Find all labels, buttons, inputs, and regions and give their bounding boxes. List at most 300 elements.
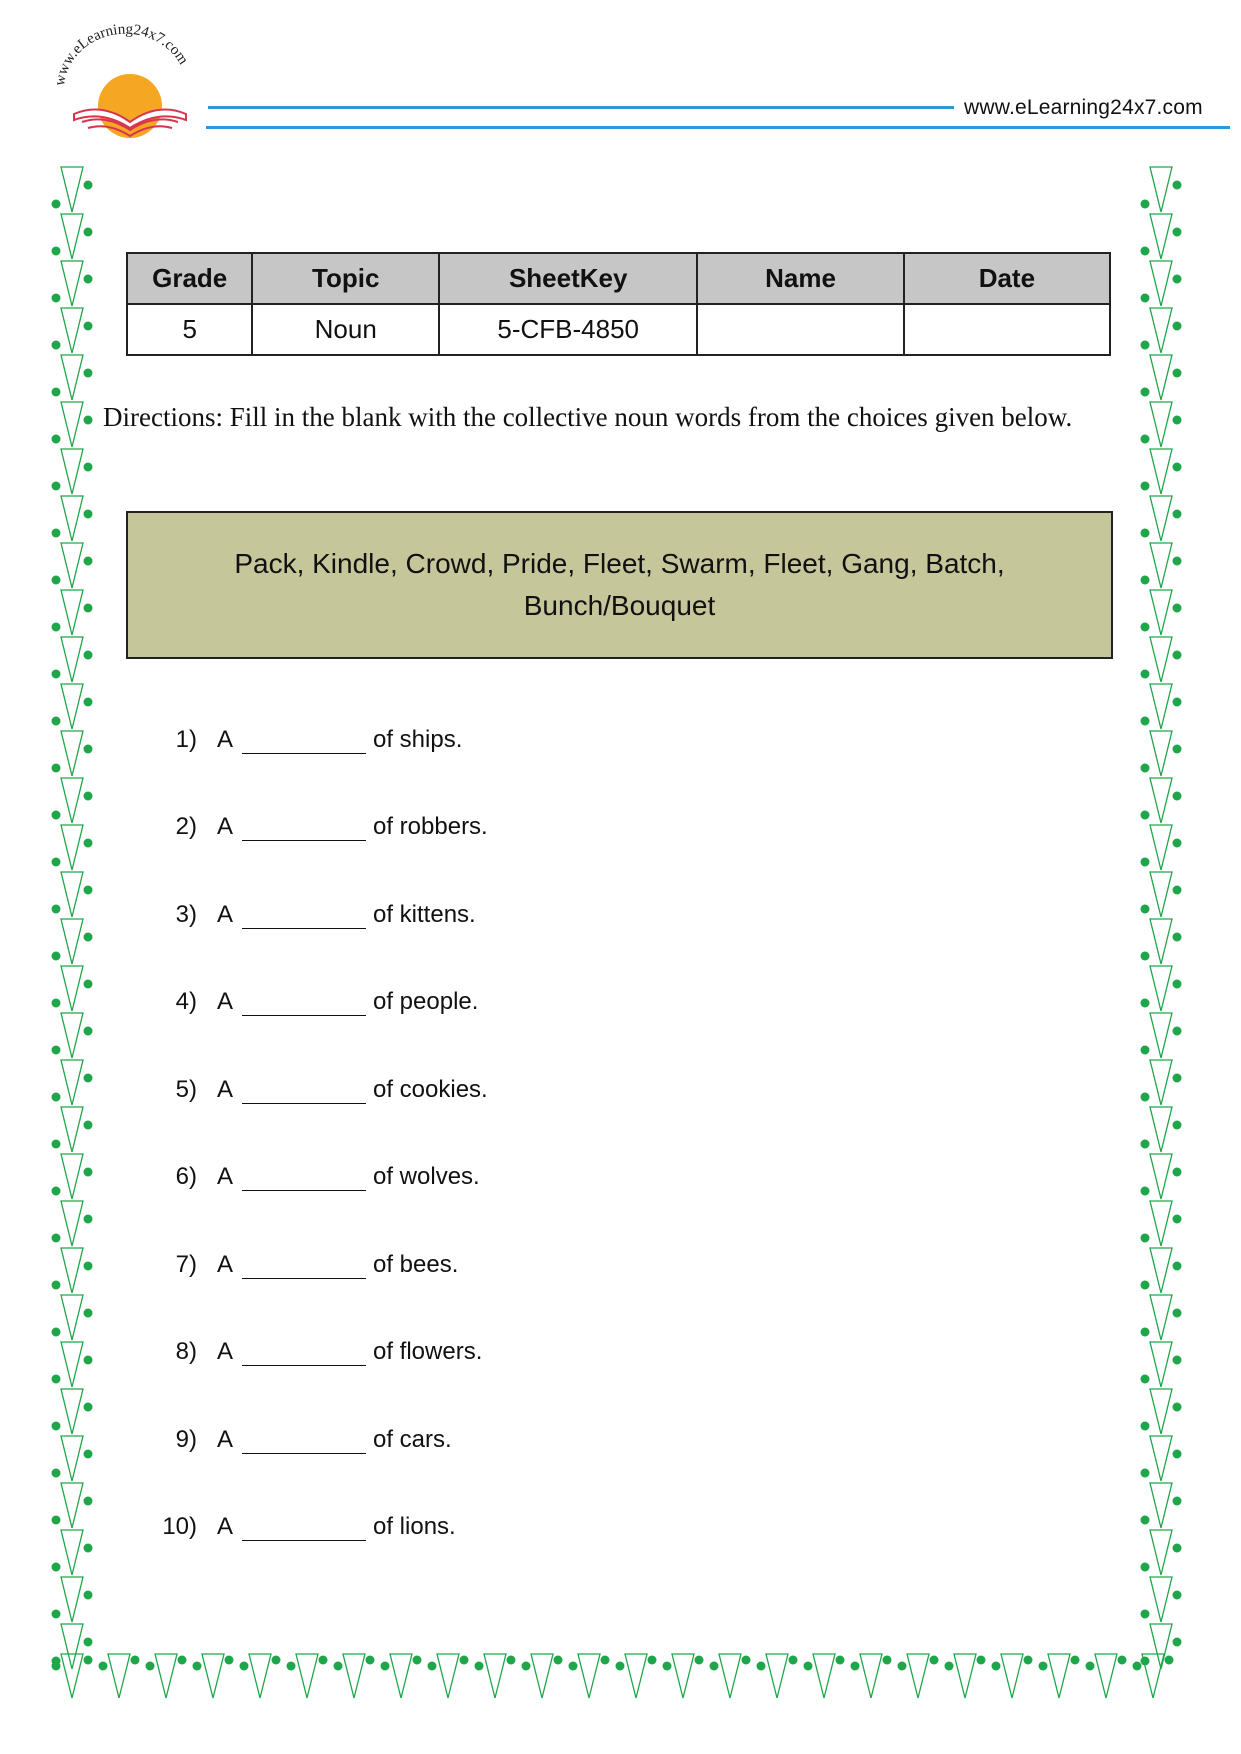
border-triangle bbox=[61, 1342, 83, 1387]
border-dot bbox=[1173, 1497, 1182, 1506]
border-dot bbox=[1173, 228, 1182, 237]
border-triangle bbox=[1150, 731, 1172, 776]
border-dot bbox=[1173, 1591, 1182, 1600]
directions-text: Directions: Fill in the blank with the collective noun words from the choices given below. bbox=[103, 402, 1073, 432]
question-number: 3) bbox=[175, 901, 197, 928]
border-triangle bbox=[61, 590, 83, 635]
border-triangle bbox=[61, 1154, 83, 1199]
border-dot bbox=[1173, 839, 1182, 848]
border-triangle bbox=[1150, 402, 1172, 447]
border-triangle bbox=[61, 1389, 83, 1434]
border-triangle bbox=[61, 449, 83, 494]
border-dot bbox=[648, 1656, 657, 1665]
border-triangle bbox=[1150, 214, 1172, 259]
question-number: 7) bbox=[175, 1251, 197, 1278]
border-triangle bbox=[61, 1107, 83, 1152]
border-dot bbox=[240, 1662, 249, 1671]
border-dot bbox=[84, 1121, 93, 1130]
border-dot bbox=[1141, 294, 1150, 303]
border-dot bbox=[52, 1328, 61, 1337]
header-sheetkey: SheetKey bbox=[439, 253, 697, 304]
header-rule bbox=[206, 126, 1230, 129]
border-triangle bbox=[860, 1654, 882, 1698]
answer-blank[interactable] bbox=[242, 1190, 366, 1191]
border-dot bbox=[1173, 1262, 1182, 1271]
border-triangle bbox=[61, 1248, 83, 1293]
border-dot bbox=[84, 980, 93, 989]
border-dot bbox=[84, 1656, 93, 1665]
question-article: A bbox=[217, 813, 234, 840]
question-text: of robbers. bbox=[373, 813, 488, 840]
answer-blank[interactable] bbox=[242, 928, 366, 929]
border-triangle bbox=[61, 402, 83, 447]
question-number: 10) bbox=[162, 1513, 197, 1540]
border-dot bbox=[757, 1662, 766, 1671]
border-dot bbox=[1141, 1563, 1150, 1572]
border-dot bbox=[52, 858, 61, 867]
border-dot bbox=[1141, 1469, 1150, 1478]
border-dot bbox=[1141, 529, 1150, 538]
question-text: of kittens. bbox=[373, 901, 476, 928]
border-triangle bbox=[672, 1654, 694, 1698]
border-dot bbox=[413, 1656, 422, 1665]
grade-value: 5 bbox=[127, 304, 252, 355]
border-triangle bbox=[1150, 1577, 1172, 1622]
border-dot bbox=[84, 416, 93, 425]
border-dot bbox=[616, 1662, 625, 1671]
border-dot bbox=[1173, 1544, 1182, 1553]
border-triangle bbox=[1150, 355, 1172, 400]
question-text: of people. bbox=[373, 988, 479, 1015]
word-bank-box bbox=[126, 511, 1113, 659]
border-dot bbox=[52, 1657, 61, 1666]
border-triangle bbox=[155, 1654, 177, 1698]
border-dot bbox=[475, 1662, 484, 1671]
border-dot bbox=[52, 717, 61, 726]
word-bank-list: Pack, Kindle, Crowd, Pride, Fleet, Swarm, Fleet, Gang, Batch, Bunch/Bouquet bbox=[234, 548, 1005, 621]
site-url[interactable]: www.eLearning24x7.com bbox=[964, 96, 1203, 119]
border-dot bbox=[225, 1656, 234, 1665]
border-dot bbox=[1141, 1657, 1150, 1666]
border-dot bbox=[992, 1662, 1001, 1671]
border-dot bbox=[84, 510, 93, 519]
border-dot bbox=[52, 811, 61, 820]
border-triangle bbox=[1048, 1654, 1070, 1698]
border-dot bbox=[84, 369, 93, 378]
answer-blank[interactable] bbox=[242, 840, 366, 841]
border-triangle bbox=[61, 214, 83, 259]
border-dot bbox=[52, 623, 61, 632]
border-dot bbox=[1173, 604, 1182, 613]
border-dot bbox=[1141, 1046, 1150, 1055]
border-dot bbox=[1173, 980, 1182, 989]
border-dot bbox=[1133, 1662, 1142, 1671]
border-triangle bbox=[296, 1654, 318, 1698]
info-table-header-row bbox=[127, 253, 1110, 304]
border-triangle bbox=[1150, 684, 1172, 729]
border-dot bbox=[1141, 388, 1150, 397]
border-triangle bbox=[61, 872, 83, 917]
border-dot bbox=[1173, 1450, 1182, 1459]
border-triangle bbox=[1150, 778, 1172, 823]
question-number: 1) bbox=[175, 726, 197, 753]
border-dot bbox=[1141, 670, 1150, 679]
border-dot bbox=[84, 933, 93, 942]
border-dot bbox=[1173, 181, 1182, 190]
border-dot bbox=[1141, 952, 1150, 961]
border-dot bbox=[1141, 576, 1150, 585]
border-dot bbox=[898, 1662, 907, 1671]
border-dot bbox=[1141, 1516, 1150, 1525]
header-topic: Topic bbox=[252, 253, 439, 304]
border-dot bbox=[977, 1656, 986, 1665]
border-dot bbox=[272, 1656, 281, 1665]
border-dot bbox=[1173, 1403, 1182, 1412]
border-dot bbox=[1141, 999, 1150, 1008]
question-text: of cars. bbox=[373, 1426, 452, 1453]
border-dot bbox=[1141, 435, 1150, 444]
border-dot bbox=[319, 1656, 328, 1665]
border-dot bbox=[1173, 1309, 1182, 1318]
site-logo bbox=[42, 22, 212, 152]
border-dot bbox=[84, 463, 93, 472]
border-triangle bbox=[1001, 1654, 1023, 1698]
border-triangle bbox=[578, 1654, 600, 1698]
border-triangle bbox=[1150, 261, 1172, 306]
border-triangle bbox=[1150, 1389, 1172, 1434]
border-dot bbox=[84, 1497, 93, 1506]
border-dot bbox=[52, 1046, 61, 1055]
border-triangle bbox=[1150, 1483, 1172, 1528]
border-triangle bbox=[61, 1013, 83, 1058]
border-dot bbox=[1141, 247, 1150, 256]
sheetkey-value: 5-CFB-4850 bbox=[439, 304, 697, 355]
border-dot bbox=[52, 1281, 61, 1290]
border-triangle bbox=[1150, 1295, 1172, 1340]
question-text: of ships. bbox=[373, 726, 463, 753]
border-triangle bbox=[61, 731, 83, 776]
border-dot bbox=[52, 529, 61, 538]
border-dot bbox=[945, 1662, 954, 1671]
border-triangle bbox=[1150, 1060, 1172, 1105]
border-triangle bbox=[813, 1654, 835, 1698]
border-dot bbox=[84, 886, 93, 895]
border-dot bbox=[52, 1187, 61, 1196]
border-dot bbox=[366, 1656, 375, 1665]
question-article: A bbox=[217, 726, 234, 753]
answer-blank[interactable] bbox=[242, 1103, 366, 1104]
border-dot bbox=[1173, 698, 1182, 707]
question-number: 2) bbox=[175, 813, 197, 840]
border-dot bbox=[1173, 933, 1182, 942]
border-dot bbox=[52, 294, 61, 303]
border-dot bbox=[84, 275, 93, 284]
border-dot bbox=[52, 200, 61, 209]
border-dot bbox=[131, 1656, 140, 1665]
border-triangle bbox=[61, 1530, 83, 1575]
border-dot bbox=[52, 1234, 61, 1243]
border-dot bbox=[1173, 510, 1182, 519]
border-dot bbox=[52, 576, 61, 585]
border-dot bbox=[84, 745, 93, 754]
border-triangle bbox=[1095, 1654, 1117, 1698]
answer-blank[interactable] bbox=[242, 1015, 366, 1016]
border-dot bbox=[52, 435, 61, 444]
border-dot bbox=[1173, 463, 1182, 472]
border-dot bbox=[601, 1656, 610, 1665]
border-triangle bbox=[1150, 1201, 1172, 1246]
border-triangle bbox=[61, 1483, 83, 1528]
border-dot bbox=[146, 1662, 155, 1671]
border-dot bbox=[84, 1403, 93, 1412]
question-number: 8) bbox=[175, 1338, 197, 1365]
border-dot bbox=[84, 1027, 93, 1036]
border-dot bbox=[836, 1656, 845, 1665]
border-triangle bbox=[1150, 637, 1172, 682]
border-triangle bbox=[61, 1624, 83, 1669]
border-triangle bbox=[1150, 1624, 1172, 1669]
border-dot bbox=[84, 698, 93, 707]
border-dot bbox=[1173, 1168, 1182, 1177]
border-dot bbox=[1173, 1638, 1182, 1647]
border-dot bbox=[1086, 1662, 1095, 1671]
border-dot bbox=[84, 651, 93, 660]
border-dot bbox=[1173, 322, 1182, 331]
answer-blank[interactable] bbox=[242, 1453, 366, 1454]
border-triangle bbox=[1150, 543, 1172, 588]
border-dot bbox=[52, 1469, 61, 1478]
border-dot bbox=[84, 1544, 93, 1553]
answer-blank[interactable] bbox=[242, 753, 366, 754]
border-dot bbox=[381, 1662, 390, 1671]
border-dot bbox=[1141, 200, 1150, 209]
border-triangle bbox=[61, 1060, 83, 1105]
border-dot bbox=[1141, 1140, 1150, 1149]
border-dot bbox=[178, 1656, 187, 1665]
border-dot bbox=[84, 1638, 93, 1647]
info-table-value-row bbox=[127, 304, 1110, 355]
border-triangle bbox=[343, 1654, 365, 1698]
border-triangle bbox=[61, 261, 83, 306]
info-table bbox=[126, 252, 1111, 356]
border-triangle bbox=[1150, 1107, 1172, 1152]
border-dot bbox=[569, 1662, 578, 1671]
border-dot bbox=[52, 482, 61, 491]
border-triangle bbox=[61, 496, 83, 541]
name-field[interactable] bbox=[697, 304, 903, 355]
question-article: A bbox=[217, 1251, 234, 1278]
border-dot bbox=[1141, 1187, 1150, 1196]
border-triangle bbox=[1150, 1248, 1172, 1293]
border-dot bbox=[84, 1168, 93, 1177]
border-dot bbox=[460, 1656, 469, 1665]
border-dot bbox=[84, 322, 93, 331]
border-dot bbox=[52, 1140, 61, 1149]
border-dot bbox=[428, 1662, 437, 1671]
border-triangle bbox=[1150, 1154, 1172, 1199]
border-triangle bbox=[61, 543, 83, 588]
border-triangle bbox=[61, 1436, 83, 1481]
border-dot bbox=[663, 1662, 672, 1671]
border-dot bbox=[52, 1610, 61, 1619]
border-dot bbox=[52, 1563, 61, 1572]
question-text: of wolves. bbox=[373, 1163, 480, 1190]
border-dot bbox=[52, 670, 61, 679]
border-triangle bbox=[61, 684, 83, 729]
border-triangle bbox=[1150, 1013, 1172, 1058]
question-text: of cookies. bbox=[373, 1076, 488, 1103]
border-dot bbox=[522, 1662, 531, 1671]
border-triangle bbox=[531, 1654, 553, 1698]
border-dot bbox=[1173, 275, 1182, 284]
border-dot bbox=[1141, 482, 1150, 491]
border-triangle bbox=[1150, 966, 1172, 1011]
border-dot bbox=[1173, 416, 1182, 425]
border-triangle bbox=[1142, 1654, 1164, 1698]
border-dot bbox=[84, 557, 93, 566]
border-triangle bbox=[390, 1654, 412, 1698]
date-field[interactable] bbox=[904, 304, 1110, 355]
border-dot bbox=[883, 1656, 892, 1665]
border-dot bbox=[804, 1662, 813, 1671]
border-dot bbox=[1141, 1328, 1150, 1337]
question-text: of lions. bbox=[373, 1513, 456, 1540]
header-name: Name bbox=[697, 253, 903, 304]
border-dot bbox=[52, 764, 61, 773]
header-grade: Grade bbox=[127, 253, 252, 304]
border-dot bbox=[84, 1450, 93, 1459]
border-dot bbox=[52, 1422, 61, 1431]
border-dot bbox=[1141, 1093, 1150, 1102]
border-dot bbox=[1173, 745, 1182, 754]
border-dot bbox=[507, 1656, 516, 1665]
question-article: A bbox=[217, 1338, 234, 1365]
border-dot bbox=[554, 1656, 563, 1665]
border-dot bbox=[84, 1591, 93, 1600]
question-article: A bbox=[217, 1076, 234, 1103]
border-dot bbox=[52, 388, 61, 397]
border-dot bbox=[334, 1662, 343, 1671]
border-triangle bbox=[1150, 919, 1172, 964]
border-triangle bbox=[907, 1654, 929, 1698]
border-triangle bbox=[766, 1654, 788, 1698]
topic-value: Noun bbox=[252, 304, 439, 355]
border-triangle bbox=[1150, 167, 1172, 212]
border-dot bbox=[52, 1375, 61, 1384]
question-article: A bbox=[217, 1163, 234, 1190]
border-triangle bbox=[61, 167, 83, 212]
answer-blank[interactable] bbox=[242, 1365, 366, 1366]
border-dot bbox=[1173, 651, 1182, 660]
border-triangle bbox=[719, 1654, 741, 1698]
question-article: A bbox=[217, 988, 234, 1015]
border-dot bbox=[84, 792, 93, 801]
border-triangle bbox=[61, 1577, 83, 1622]
border-dot bbox=[1141, 341, 1150, 350]
border-dot bbox=[1141, 717, 1150, 726]
border-dot bbox=[789, 1656, 798, 1665]
question-number: 6) bbox=[175, 1163, 197, 1190]
border-dot bbox=[84, 1215, 93, 1224]
question-number: 5) bbox=[175, 1076, 197, 1103]
border-triangle bbox=[61, 825, 83, 870]
border-dot bbox=[52, 952, 61, 961]
border-triangle bbox=[1150, 449, 1172, 494]
border-dot bbox=[99, 1662, 108, 1671]
answer-blank[interactable] bbox=[242, 1278, 366, 1279]
border-triangle bbox=[1150, 496, 1172, 541]
border-dot bbox=[84, 181, 93, 190]
border-dot bbox=[1118, 1656, 1127, 1665]
border-dot bbox=[742, 1656, 751, 1665]
border-triangle bbox=[1150, 1530, 1172, 1575]
border-dot bbox=[1141, 811, 1150, 820]
border-dot bbox=[1173, 792, 1182, 801]
border-dot bbox=[84, 1262, 93, 1271]
border-triangle bbox=[249, 1654, 271, 1698]
border-dot bbox=[1173, 1074, 1182, 1083]
border-dot bbox=[1141, 623, 1150, 632]
border-triangle bbox=[108, 1654, 130, 1698]
question-article: A bbox=[217, 1513, 234, 1540]
border-triangle bbox=[202, 1654, 224, 1698]
border-dot bbox=[695, 1656, 704, 1665]
border-dot bbox=[1141, 858, 1150, 867]
border-dot bbox=[710, 1662, 719, 1671]
border-triangle bbox=[1150, 872, 1172, 917]
border-triangle bbox=[61, 308, 83, 353]
border-dot bbox=[1173, 1356, 1182, 1365]
border-dot bbox=[287, 1662, 296, 1671]
border-dot bbox=[1141, 905, 1150, 914]
border-dot bbox=[1165, 1656, 1174, 1665]
border-dot bbox=[1173, 886, 1182, 895]
answer-blank[interactable] bbox=[242, 1540, 366, 1541]
border-dot bbox=[52, 905, 61, 914]
question-article: A bbox=[217, 901, 234, 928]
border-dot bbox=[1024, 1656, 1033, 1665]
header-date: Date bbox=[904, 253, 1110, 304]
border-triangle bbox=[1150, 308, 1172, 353]
question-number: 9) bbox=[175, 1426, 197, 1453]
border-dot bbox=[84, 228, 93, 237]
border-dot bbox=[1141, 764, 1150, 773]
border-dot bbox=[52, 1662, 61, 1671]
border-dot bbox=[52, 1516, 61, 1525]
border-dot bbox=[1141, 1234, 1150, 1243]
border-dot bbox=[52, 341, 61, 350]
border-triangle bbox=[437, 1654, 459, 1698]
border-triangle bbox=[61, 1201, 83, 1246]
border-triangle bbox=[1150, 590, 1172, 635]
border-dot bbox=[1173, 557, 1182, 566]
border-triangle bbox=[484, 1654, 506, 1698]
border-dot bbox=[1173, 1215, 1182, 1224]
border-triangle bbox=[1150, 825, 1172, 870]
border-triangle bbox=[61, 1654, 83, 1698]
question-article: A bbox=[217, 1426, 234, 1453]
question-text: of bees. bbox=[373, 1251, 459, 1278]
border-dot bbox=[1173, 1027, 1182, 1036]
header-rule bbox=[208, 106, 954, 109]
border-dot bbox=[930, 1656, 939, 1665]
question-number: 4) bbox=[175, 988, 197, 1015]
border-triangle bbox=[61, 778, 83, 823]
border-triangle bbox=[61, 637, 83, 682]
border-dot bbox=[84, 1356, 93, 1365]
border-dot bbox=[1173, 369, 1182, 378]
border-dot bbox=[1141, 1422, 1150, 1431]
